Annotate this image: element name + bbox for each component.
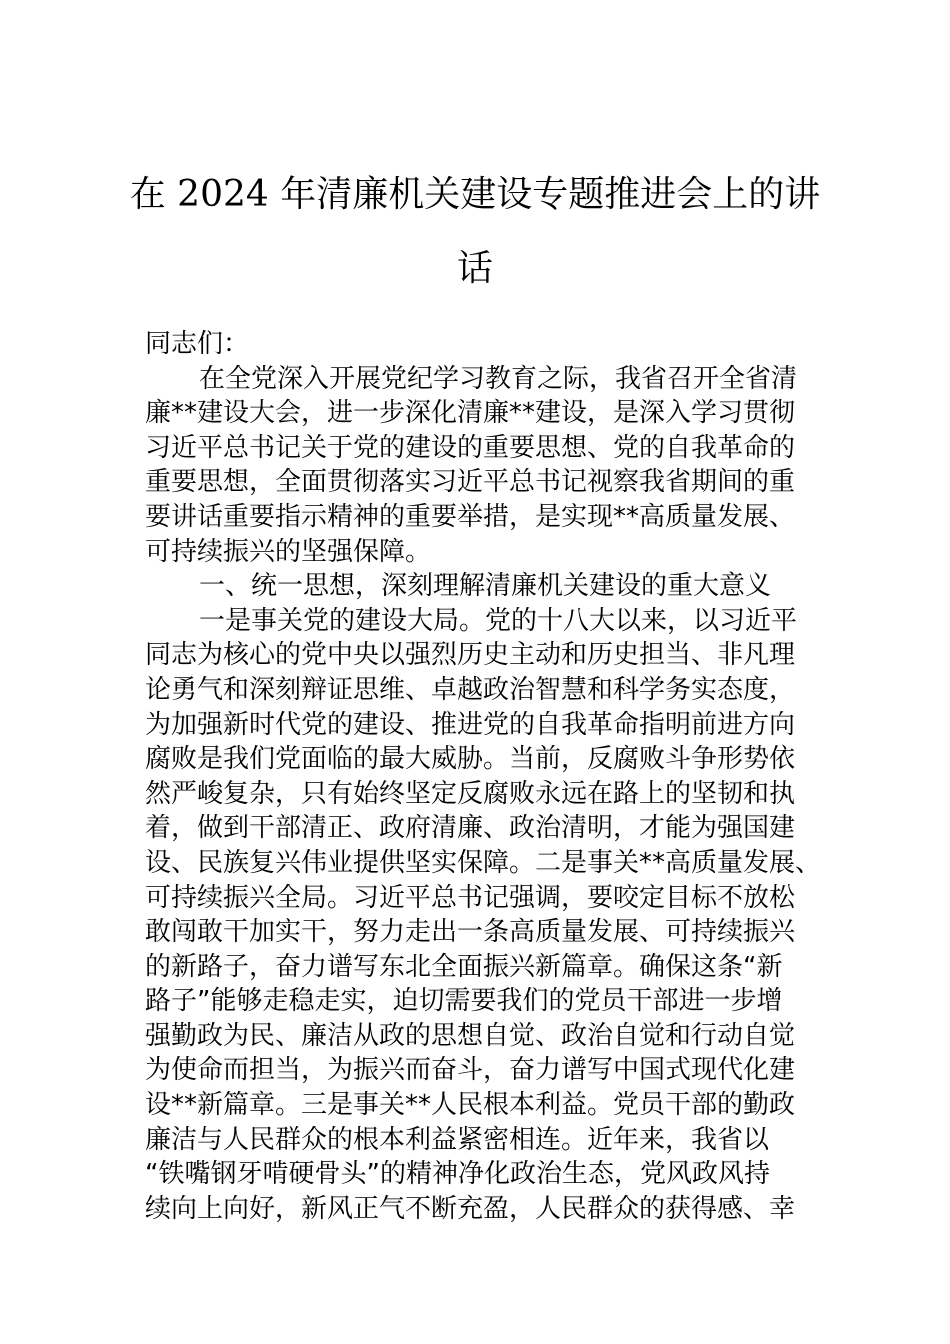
paragraph-line: “铁嘴钢牙啃硬骨头”的精神净化政治生态，党风政风持 <box>145 1159 770 1190</box>
salutation: 同志们： <box>145 329 250 359</box>
paragraph-line: 然严峻复杂，只有始终坚定反腐败永远在路上的坚韧和执 <box>145 778 796 809</box>
document-body <box>145 327 822 1226</box>
document-title <box>120 158 830 306</box>
paragraph-line: 设、民族复兴伟业提供坚实保障。二是事关**高质量发展、 <box>145 847 822 878</box>
paragraph-line: 着，做到干部清正、政府清廉、政治清明，才能为强国建 <box>145 813 796 844</box>
paragraph-line: 为加强新时代党的建设、推进党的自我革命指明前进方向 <box>145 709 796 740</box>
paragraph-line: 续向上向好，新风正气不断充盈，人民群众的获得感、幸 <box>145 1193 796 1224</box>
title-line-2: 话 <box>456 248 493 289</box>
paragraph-line: 同志为核心的党中央以强烈历史主动和历史担当、非凡理 <box>145 640 796 671</box>
paragraph-line: 要讲话重要指示精神的重要举措，是实现**高质量发展、 <box>145 501 796 532</box>
paragraph-line: 为使命而担当，为振兴而奋斗，奋力谱写中国式现代化建 <box>145 1055 796 1086</box>
paragraph-line: 可持续振兴全局。习近平总书记强调，要咬定目标不放松 <box>145 882 796 913</box>
paragraph-line: 在全党深入开展党纪学习教育之际，我省召开全省清 <box>199 363 798 394</box>
section-heading: 一、统一思想，深刻理解清廉机关建设的重大意义 <box>199 571 772 602</box>
paragraph-line: 廉洁与人民群众的根本利益紧密相连。近年来，我省以 <box>145 1124 770 1155</box>
paragraph-line: 腐败是我们党面临的最大威胁。当前，反腐败斗争形势依 <box>145 744 796 775</box>
paragraph-line: 强勤政为民、廉洁从政的思想自觉、政治自觉和行动自觉 <box>145 1020 796 1051</box>
paragraph-line: 廉**建设大会，进一步深化清廉**建设，是深入学习贯彻 <box>145 398 796 429</box>
paragraph-line: 路子”能够走稳走实，迫切需要我们的党员干部进一步增 <box>145 986 783 1017</box>
paragraph-line: 可持续振兴的坚强保障。 <box>145 536 432 567</box>
paragraph-line: 论勇气和深刻辩证思维、卓越政治智慧和科学务实态度， <box>145 674 796 705</box>
paragraph-line: 重要思想，全面贯彻落实习近平总书记视察我省期间的重 <box>145 467 796 498</box>
paragraph-line: 一是事关党的建设大局。党的十八大以来，以习近平 <box>199 605 798 636</box>
paragraph-line: 习近平总书记关于党的建设的重要思想、党的自我革命的 <box>145 432 796 463</box>
title-line-1: 在 2024 年清廉机关建设专题推进会上的讲 <box>129 174 821 215</box>
paragraph-line: 敢闯敢干加实干，努力走出一条高质量发展、可持续振兴 <box>145 917 796 948</box>
paragraph-line: 设**新篇章。三是事关**人民根本利益。党员干部的勤政 <box>145 1090 796 1121</box>
paragraph-line: 的新路子，奋力谱写东北全面振兴新篇章。确保这条“新 <box>145 951 783 982</box>
